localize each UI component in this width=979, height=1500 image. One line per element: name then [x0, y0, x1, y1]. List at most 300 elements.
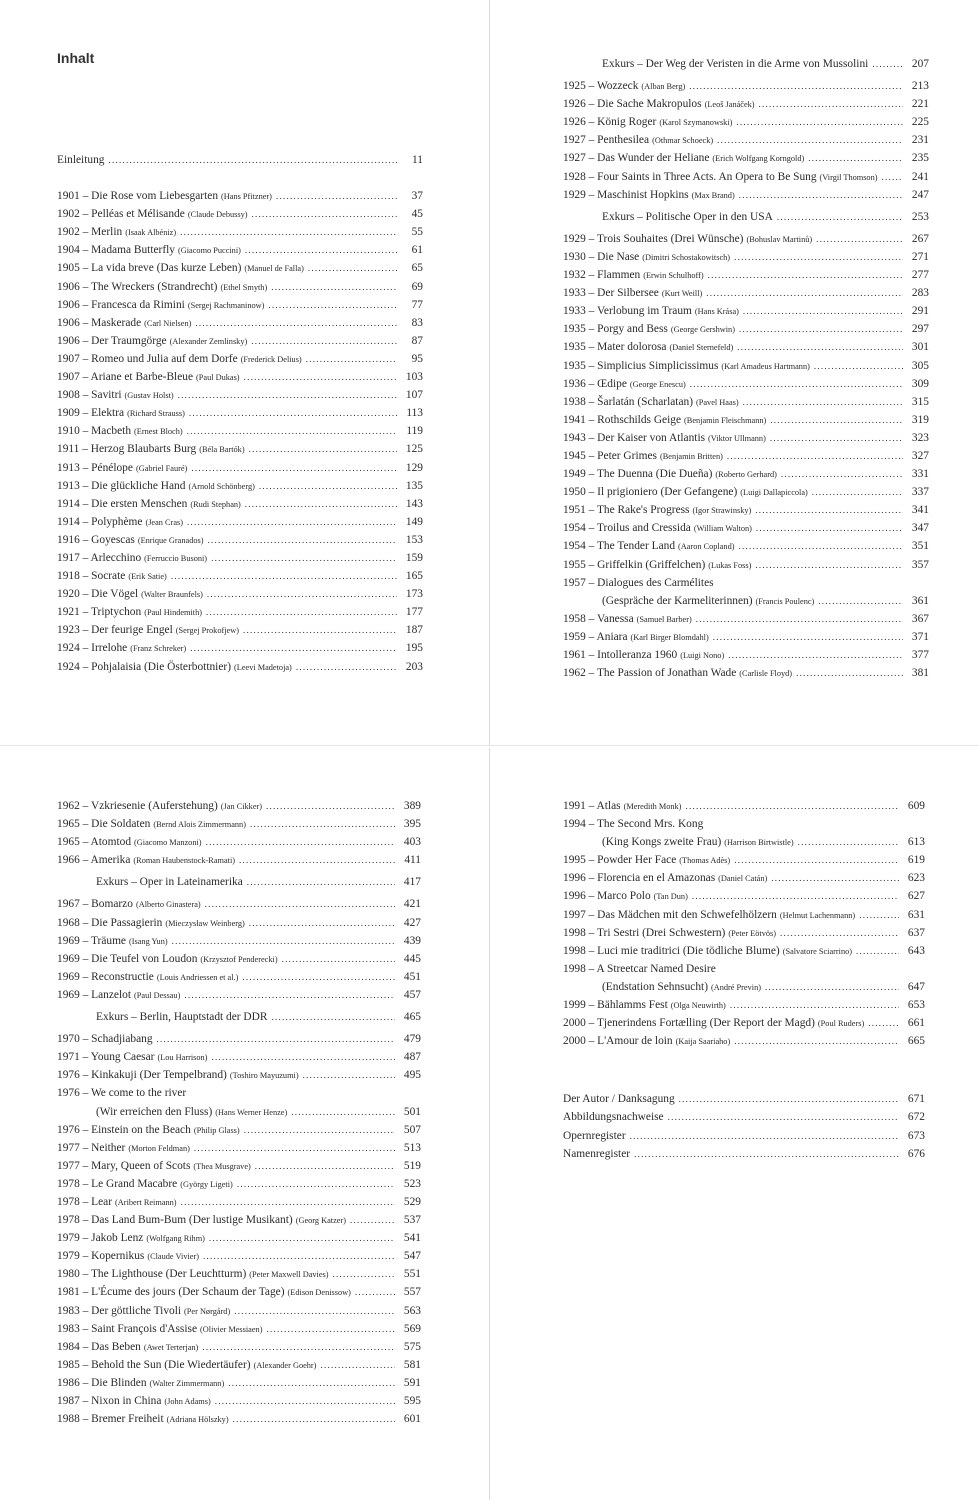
toc-entry-composer: (Morton Feldman): [128, 1143, 190, 1153]
toc-entry: [57, 513, 423, 531]
toc-entry: [57, 815, 421, 833]
toc-entry: [563, 646, 929, 664]
toc-entry-page: 672: [907, 1111, 925, 1124]
dot-leader: [203, 1247, 395, 1265]
toc-entry-page: 637: [907, 926, 925, 939]
dot-leader: [271, 1008, 395, 1026]
toc-entry-title: 1962 – The Passion of Jonathan Wade: [563, 667, 737, 680]
toc-entry: [57, 932, 421, 950]
toc-entry-title: (Endstation Sehnsucht): [602, 980, 708, 993]
toc-entry-title: 1929 – Maschinist Hopkins: [563, 188, 689, 201]
toc-entry: [57, 440, 423, 458]
toc-entry-page: 309: [911, 377, 929, 390]
dot-leader: [685, 797, 899, 815]
toc-entry: [563, 483, 929, 501]
toc-exkurs-entry: [57, 873, 421, 891]
dot-leader: [727, 447, 903, 465]
toc-entry-title: Exkurs – Der Weg der Veristen in die Arme von Mussolini: [602, 58, 869, 70]
toc-entry-composer: (John Adams): [164, 1397, 211, 1406]
toc-entry-composer: (Gustav Holst): [124, 391, 174, 401]
toc-entry: [57, 259, 423, 277]
toc-entry: [57, 332, 423, 350]
page-title: Inhalt: [57, 50, 95, 66]
toc-entry-composer: (Hans Werner Henze): [215, 1107, 288, 1117]
dot-leader: [755, 501, 903, 519]
dot-leader: [268, 296, 397, 314]
toc-entry-composer: (Luigi Nono): [680, 651, 725, 660]
center-divider-top: [489, 0, 490, 745]
toc-entry: [563, 131, 929, 149]
dot-leader: [743, 302, 903, 320]
toc-entry-composer: (Thomas Adès): [679, 856, 731, 866]
toc-entry-composer: (Karl Birger Blomdahl): [630, 632, 709, 642]
toc-entry-composer: (Edison Denissow): [287, 1288, 351, 1298]
dot-leader: [796, 664, 903, 682]
toc-entry: [57, 639, 423, 657]
dot-leader: [251, 332, 397, 350]
toc-entry-page: 371: [911, 630, 929, 643]
toc-entry-title: 1901 – Die Rose vom Liebesgarten: [57, 190, 219, 203]
toc-entry-title: 1966 – Amerika: [57, 854, 131, 867]
dot-leader: [350, 1211, 395, 1229]
toc-entry-title: 1930 – Die Nase: [563, 250, 640, 263]
toc-entry-page: 581: [403, 1358, 421, 1371]
dot-leader: [180, 223, 397, 241]
toc-entry-page: 149: [405, 515, 423, 528]
toc-entry-page: 541: [403, 1232, 421, 1245]
toc-entry-page: 465: [403, 1011, 421, 1024]
toc-entry-composer: (Meredith Monk): [623, 802, 682, 811]
toc-entry-page: 643: [907, 944, 925, 957]
dot-leader: [266, 797, 395, 815]
dot-leader: [355, 1283, 395, 1301]
toc-entry-title: 1933 – Der Silbersee: [563, 287, 659, 300]
toc-entry-page: 87: [411, 334, 423, 347]
toc-entry-page: 676: [907, 1147, 925, 1160]
dot-leader: [245, 241, 397, 259]
toc-entry-title: 1980 – The Lighthouse (Der Leuchtturm): [57, 1268, 247, 1281]
toc-entry-title: (Gespräche der Karmeliterinnen): [602, 594, 753, 607]
toc-entry: [563, 357, 929, 375]
toc-entry-page: 291: [911, 305, 929, 318]
dot-leader: [816, 230, 903, 248]
toc-entry: [57, 404, 423, 422]
toc-entry-composer: (Peter Maxwell Davies): [249, 1270, 329, 1280]
toc-entry-composer: (Leevi Madetoja): [234, 662, 292, 672]
toc-entry-title: 1987 – Nixon in China: [57, 1395, 162, 1407]
dot-leader: [770, 411, 903, 429]
toc-entry-title: 1921 – Triptychon: [57, 606, 142, 619]
toc-entry-composer: (Ernest Bloch): [134, 427, 183, 437]
toc-entry-title: Abbildungsnachweise: [563, 1111, 664, 1124]
dot-leader: [812, 483, 903, 501]
toc-entry-composer: (Louis Andriessen et al.): [156, 972, 239, 982]
dot-leader: [630, 1127, 899, 1145]
toc-entry: [563, 797, 925, 815]
toc-entry: [563, 996, 925, 1014]
toc-entry-composer: (Paul Hindemith): [144, 608, 203, 618]
toc-entry-page: 487: [403, 1051, 421, 1064]
dot-leader: [242, 968, 395, 986]
toc-entry-page: 395: [403, 818, 421, 831]
toc-entry: [57, 1392, 421, 1410]
toc-entry-page: 457: [403, 988, 421, 1001]
toc-entry-page: 247: [911, 188, 929, 201]
toc-entry: [563, 574, 929, 592]
toc-entry: [57, 1211, 421, 1229]
dot-leader: [818, 592, 903, 610]
toc-entry-title: 1994 – The Second Mrs. Kong: [563, 818, 704, 831]
toc-entry: [563, 302, 929, 320]
toc-entry-title: 1913 – Pénélope: [57, 461, 133, 474]
toc-entry: [57, 531, 423, 549]
dot-leader: [244, 1121, 395, 1139]
toc-entry-title: 1954 – The Tender Land: [563, 540, 676, 553]
dot-leader: [211, 549, 397, 567]
toc-entry: [57, 1121, 421, 1139]
toc-entry-title: 1920 – Die Vögel: [57, 588, 139, 601]
dot-leader: [172, 932, 395, 950]
toc-entry-page: 55: [411, 226, 423, 239]
toc-entry-composer: (Alexander Zemlinsky): [169, 336, 248, 346]
toc-entry: [563, 375, 929, 393]
toc-entry: [563, 960, 925, 978]
toc-entry: [57, 477, 423, 495]
toc-entry-title: 1935 – Porgy and Bess: [563, 323, 668, 336]
toc-entry-title: 1984 – Das Beben: [57, 1340, 141, 1353]
toc-entry: [57, 1265, 421, 1283]
toc-entry-title: 1908 – Savitri: [57, 389, 122, 402]
toc-exkurs-entry: [57, 1008, 421, 1026]
toc-entry-title: 1981 – L'Écume des jours (Der Schaum der Tage): [57, 1286, 285, 1299]
toc-entry-title: 1971 – Young Caesar: [57, 1051, 155, 1064]
dot-leader: [814, 357, 903, 375]
toc-entry-title: 1955 – Griffelkin (Griffelchen): [563, 558, 706, 571]
toc-entry: [563, 338, 929, 356]
toc-entry-composer: (Béla Bartók): [199, 445, 245, 455]
toc-entry-page: 653: [907, 999, 925, 1012]
dot-leader: [737, 338, 903, 356]
toc-entry: [57, 1320, 421, 1338]
toc-entry-composer: (Lukas Foss): [708, 560, 752, 570]
toc-entry-page: 207: [911, 58, 929, 70]
toc-entry-composer: (Sergej Rachmaninow): [187, 300, 265, 310]
toc-entry-page: 319: [911, 413, 929, 426]
dot-leader: [706, 284, 903, 302]
page-divider-horizontal: [0, 745, 979, 746]
dot-leader: [738, 537, 903, 555]
toc-entry-page: 495: [403, 1069, 421, 1082]
toc-entry-composer: (Enrique Granados): [137, 535, 204, 545]
toc-entry-composer: (Franz Schreker): [130, 644, 187, 654]
toc-entry-page: 341: [911, 504, 929, 517]
toc-entry-composer: (Carlisle Floyd): [739, 669, 793, 679]
toc-entry-page: 195: [405, 642, 423, 655]
toc-entry-page: 411: [404, 854, 421, 867]
dot-leader: [190, 639, 397, 657]
toc-entry-composer: (Daniel Sternefeld): [669, 343, 734, 353]
toc-spacer: [563, 1050, 925, 1090]
toc-entry: [563, 248, 929, 266]
toc-entry-page: 609: [907, 800, 925, 812]
toc-entry-page: 569: [403, 1322, 421, 1335]
toc-entry-title: 1945 – Peter Grimes: [563, 449, 657, 462]
dot-leader: [206, 833, 395, 851]
toc-entry-composer: (Richard Strauss): [127, 409, 185, 419]
toc-entry-title: 1906 – Der Traumgörge: [57, 334, 167, 347]
toc-entry: [563, 320, 929, 338]
dot-leader: [187, 513, 397, 531]
toc-entry-title: 1911 – Herzog Blaubarts Burg: [57, 443, 197, 456]
dot-leader: [255, 1157, 395, 1175]
toc-entry-title: 1905 – La vida breve (Das kurze Leben): [57, 262, 242, 275]
toc-entry-composer: (Helmut Lachenmann): [779, 910, 856, 920]
dot-leader: [249, 914, 395, 932]
toc-entry-title: 1957 – Dialogues des Carmélites: [563, 576, 714, 589]
toc-entry: [563, 887, 925, 905]
toc-entry: [563, 869, 925, 887]
toc-entry: [563, 978, 925, 996]
toc-entry-title: 1983 – Der göttliche Tivoli: [57, 1304, 182, 1317]
dot-leader: [798, 833, 899, 851]
toc-entry-title: 1988 – Bremer Freiheit: [57, 1413, 164, 1426]
toc-entry-page: 367: [911, 612, 929, 625]
toc-entry-title: 1923 – Der feurige Engel: [57, 624, 173, 637]
toc-entry: [57, 241, 423, 259]
toc-entry: [57, 368, 423, 386]
toc-entry-composer: (Aaron Copland): [678, 542, 735, 552]
dot-leader: [743, 393, 903, 411]
toc-entry-title: 1936 – Œdipe: [563, 377, 627, 390]
toc-exkurs-entry: [563, 55, 929, 73]
toc-entry-page: 537: [403, 1214, 421, 1227]
toc-entry-composer: (Claude Debussy): [187, 210, 248, 220]
toc-entry-title: 1927 – Das Wunder der Heliane: [563, 152, 710, 165]
dot-leader: [734, 851, 899, 869]
toc-entry-title: 1970 – Schadjiabang: [57, 1033, 153, 1046]
toc-entry: [563, 447, 929, 465]
toc-entry-composer: (Carl Nielsen): [144, 318, 192, 328]
toc-entry-title: 1913 – Die glückliche Hand: [57, 479, 186, 492]
dot-leader: [266, 1320, 395, 1338]
toc-entry-page: 297: [911, 323, 929, 336]
toc-entry-composer: (Salvatore Sciarrino): [782, 946, 853, 956]
dot-leader: [713, 628, 903, 646]
toc-entry-page: 421: [403, 898, 421, 911]
toc-entry: [563, 537, 929, 555]
toc-entry: [57, 1356, 421, 1374]
toc-entry: [563, 149, 929, 167]
toc-entry: [563, 815, 925, 833]
toc-entry-page: 327: [911, 449, 929, 462]
toc-entry-page: 103: [405, 371, 423, 384]
dot-leader: [259, 477, 397, 495]
toc-entry-title: Namenregister: [563, 1147, 631, 1160]
toc-entry-composer: (Francis Poulenc): [755, 596, 815, 606]
toc-entry-composer: (Bernd Alois Zimmermann): [153, 820, 246, 830]
toc-entry: [57, 1139, 421, 1157]
dot-leader: [249, 440, 397, 458]
toc-entry: [57, 314, 423, 332]
toc-column-2: [563, 51, 929, 682]
toc-entry-page: 671: [907, 1093, 925, 1106]
toc-entry-composer: (Lou Harrison): [157, 1053, 208, 1063]
toc-entry-title: 1933 – Verlobung im Traum: [563, 305, 692, 318]
dot-leader: [194, 1139, 395, 1157]
toc-entry-page: 65: [411, 262, 423, 275]
toc-entry-composer: (Frederick Delius): [240, 354, 302, 364]
toc-entry: [57, 621, 423, 639]
dot-leader: [171, 567, 397, 585]
dot-leader: [728, 646, 903, 664]
toc-entry-page: 403: [403, 836, 421, 849]
toc-entry-composer: (Alexander Goehr): [253, 1360, 317, 1370]
toc-entry-composer: (Othmar Schoeck): [652, 136, 714, 146]
toc-entry-title: 1995 – Powder Her Face: [563, 854, 677, 867]
dot-leader: [303, 1066, 395, 1084]
toc-entry-page: 241: [911, 170, 929, 183]
toc-entry-composer: (Dimitri Schostakowitsch): [642, 252, 731, 262]
dot-leader: [202, 1338, 395, 1356]
toc-entry-page: 37: [411, 190, 423, 203]
dot-leader: [736, 113, 903, 131]
toc-entry-title: 1914 – Polyphème: [57, 515, 143, 528]
toc-entry-page: 347: [911, 522, 929, 535]
toc-entry-title: 1907 – Ariane et Barbe-Bleue: [57, 371, 194, 384]
toc-entry-composer: (Manuel de Falla): [244, 264, 304, 274]
toc-entry-composer: (George Gershwin): [670, 325, 735, 335]
toc-entry: [563, 664, 929, 682]
toc-entry-page: 551: [403, 1268, 421, 1281]
toc-entry-title: 1929 – Trois Souhaites (Drei Wünsche): [563, 232, 744, 245]
toc-entry-title: 1924 – Pohjalaisia (Die Österbottnier): [57, 660, 231, 673]
toc-entry-composer: (Mieczysław Weinberg): [165, 918, 245, 928]
toc-entry-page: 631: [907, 908, 925, 921]
toc-entry-page: 439: [403, 934, 421, 947]
toc-entry-title: 1978 – Das Land Bum-Bum (Der lustige Musikant): [57, 1214, 293, 1227]
dot-leader: [296, 658, 397, 676]
toc-entry: [57, 986, 421, 1004]
toc-entry-composer: (Peter Eötvös): [728, 928, 777, 938]
toc-entry: [563, 924, 925, 942]
toc-entry-page: 305: [911, 359, 929, 372]
toc-entry-title: 1950 – Il prigioniero (Der Gefangene): [563, 486, 738, 499]
toc-entry-title: 1996 – Marco Polo: [563, 890, 651, 903]
toc-entry: [57, 895, 421, 913]
dot-leader: [206, 603, 397, 621]
toc-entry-title: 1935 – Simplicius Simplicissimus: [563, 359, 719, 372]
toc-column-3: [57, 797, 421, 1428]
toc-entry: [57, 1302, 421, 1320]
dot-leader: [868, 1014, 899, 1032]
toc-entry-title: (Wir erreichen den Fluss): [96, 1105, 213, 1118]
toc-entry: [57, 1247, 421, 1265]
toc-entry-title: 1976 – Einstein on the Beach: [57, 1123, 191, 1136]
toc-entry-title: 1904 – Madama Butterfly: [57, 244, 175, 257]
toc-entry-composer: (André Previn): [710, 982, 761, 992]
toc-entry: [563, 230, 929, 248]
toc-entry-page: 557: [403, 1286, 421, 1299]
toc-entry: [57, 1157, 421, 1175]
toc-entry: [57, 833, 421, 851]
dot-leader: [157, 1030, 395, 1048]
dot-leader: [770, 429, 903, 447]
toc-entry: [57, 296, 423, 314]
toc-entry-title: 1924 – Irrelohe: [57, 642, 128, 655]
toc-entry-composer: (Roman Haubenstock-Ramati): [133, 856, 236, 866]
toc-entry-title: 1926 – Die Sache Makropulos: [563, 98, 702, 111]
toc-exkurs-entry: [563, 208, 929, 226]
toc-entry-composer: (Giacomo Manzoni): [134, 838, 202, 848]
toc-entry-page: 613: [907, 836, 925, 849]
toc-entry-title: 1986 – Die Blinden: [57, 1376, 147, 1389]
dot-leader: [247, 873, 395, 891]
dot-leader: [771, 869, 899, 887]
toc-entry: [563, 393, 929, 411]
toc-entry-title: Exkurs – Politische Oper in den USA: [602, 210, 773, 223]
toc-entry-title: 1978 – Lear: [57, 1195, 113, 1208]
dot-leader: [108, 151, 397, 169]
toc-entry-title: 1928 – Four Saints in Three Acts. An Opera to Be Sung: [563, 170, 817, 183]
dot-leader: [243, 621, 397, 639]
center-divider-bottom: [489, 748, 490, 1500]
toc-entry-composer: (Krzysztof Penderecki): [200, 954, 278, 964]
dot-leader: [234, 1302, 395, 1320]
toc-entry-title: 1983 – Saint François d'Assise: [57, 1322, 198, 1335]
dot-leader: [271, 278, 397, 296]
toc-entry-page: 271: [911, 250, 929, 263]
toc-entry-title: 1991 – Atlas: [563, 800, 621, 812]
toc-entry-composer: (Jan Cikker): [220, 802, 263, 811]
toc-entry: [563, 906, 925, 924]
toc-entry-composer: (Isaak Albéniz): [125, 228, 177, 238]
toc-entry-page: 381: [911, 667, 929, 680]
toc-entry-page: 647: [907, 980, 925, 993]
toc-entry-composer: (Leoš Janáček): [704, 100, 755, 110]
toc-entry-title: 1965 – Die Soldaten: [57, 818, 151, 831]
toc-entry-title: 1961 – Intolleranza 1960: [563, 649, 678, 661]
toc-entry: [563, 95, 929, 113]
toc-entry-composer: (Karol Szymanowski): [659, 118, 733, 128]
toc-entry-title: 1916 – Goyescas: [57, 533, 135, 546]
toc-entry-page: 77: [411, 298, 423, 311]
dot-leader: [734, 248, 903, 266]
toc-entry-page: 231: [911, 134, 929, 147]
toc-entry: [57, 1084, 421, 1102]
dot-leader: [187, 422, 397, 440]
toc-entry-composer: (Toshiro Mayuzumi): [229, 1071, 299, 1081]
toc-entry-page: 389: [403, 800, 421, 812]
toc-entry-composer: (Virgil Thomson): [819, 172, 878, 182]
dot-leader: [872, 55, 903, 73]
toc-entry-composer: (Awet Terterjan): [143, 1342, 199, 1352]
toc-entry: [563, 501, 929, 519]
dot-leader: [209, 1229, 395, 1247]
toc-entry-title: 1969 – Träume: [57, 934, 126, 947]
dot-leader: [208, 531, 398, 549]
dot-leader: [781, 465, 903, 483]
toc-entry-composer: (Olivier Messiaen): [200, 1324, 263, 1334]
toc-entry-composer: (Claude Vivier): [147, 1252, 199, 1262]
dot-leader: [730, 996, 899, 1014]
toc-entry-page: 323: [911, 431, 929, 444]
toc-entry-page: 623: [907, 872, 925, 885]
dot-leader: [690, 375, 903, 393]
toc-entry-page: 417: [403, 876, 421, 889]
toc-entry: [563, 1090, 925, 1108]
toc-entry-composer: (Arnold Schönberg): [188, 481, 255, 491]
toc-entry-page: 83: [411, 316, 423, 329]
